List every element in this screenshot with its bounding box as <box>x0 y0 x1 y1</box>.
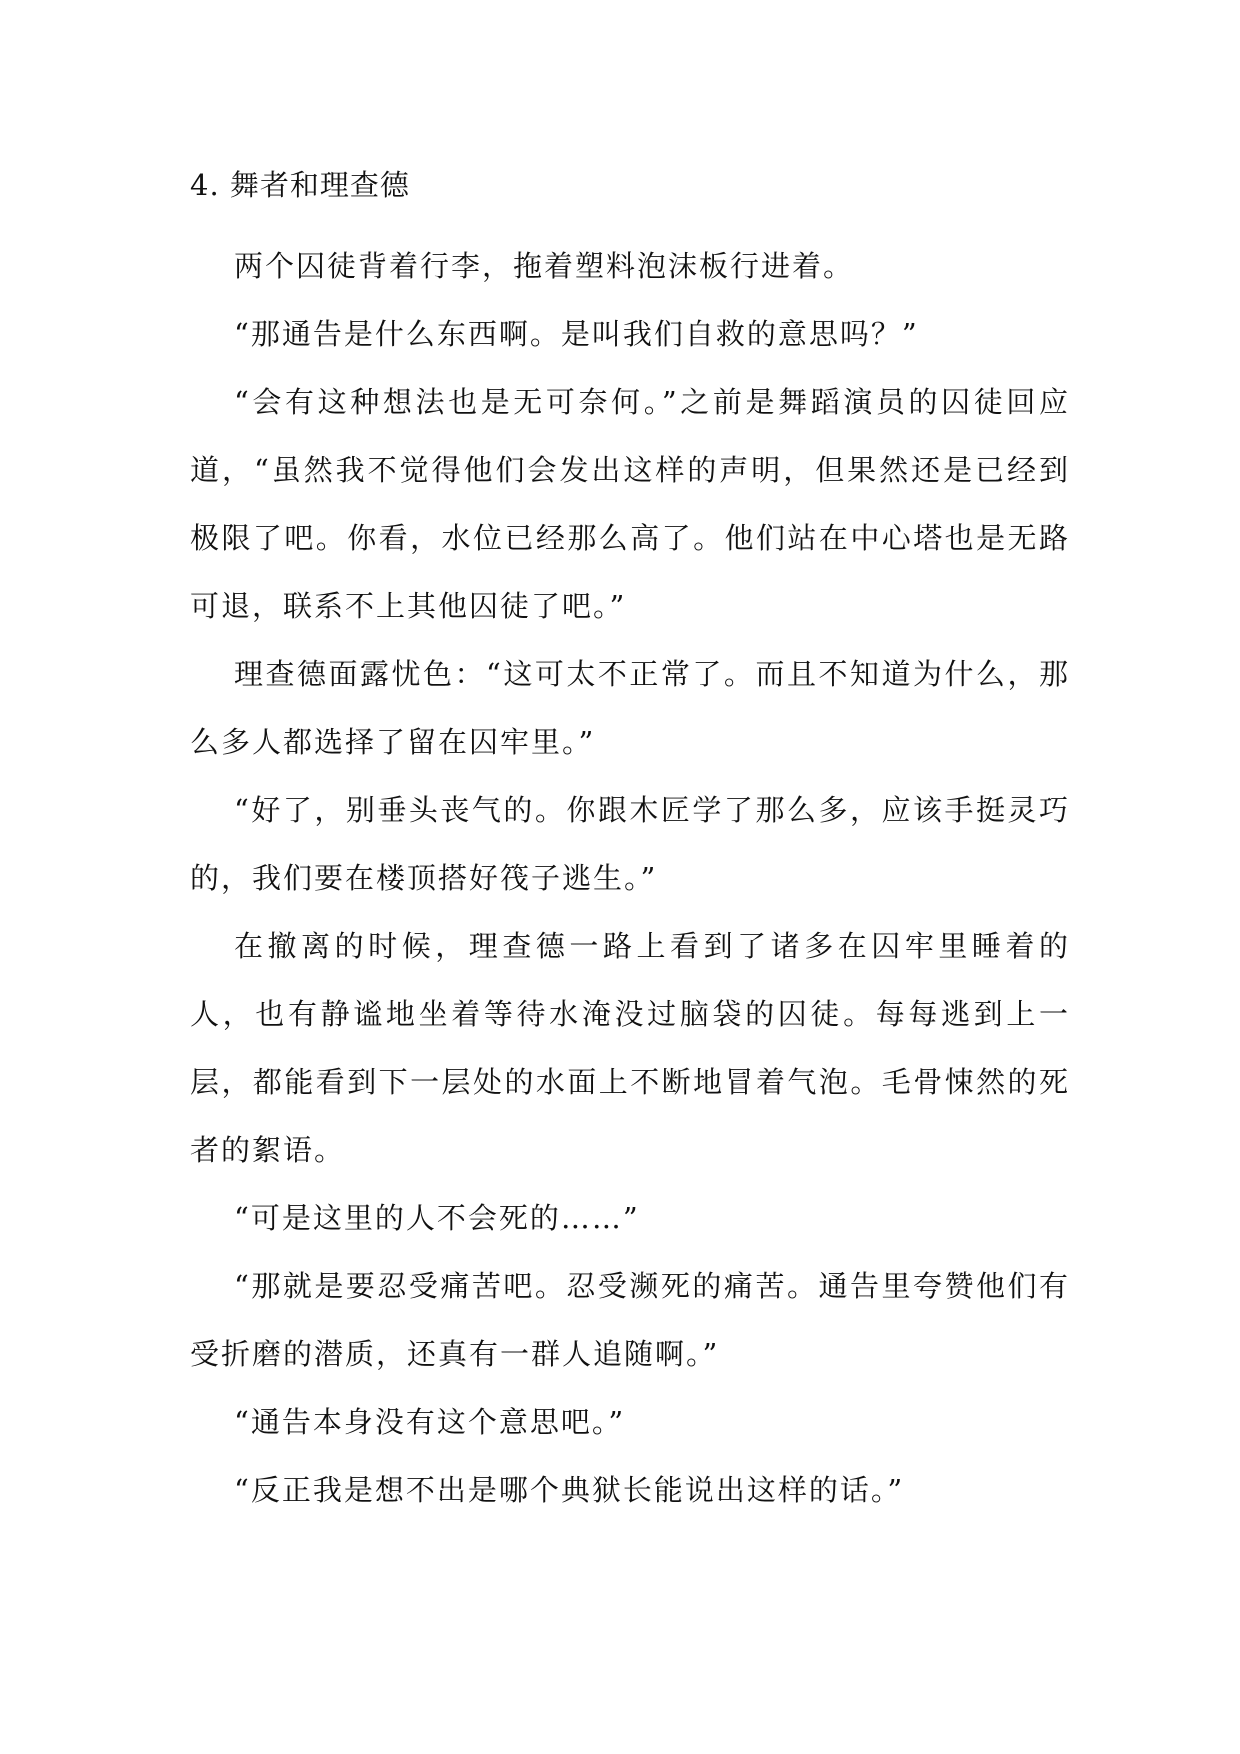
paragraph: 在撤离的时候，理查德一路上看到了诸多在囚牢里睡着的人，也有静谧地坐着等待水淹没过脑袋的囚徒。每每逃到上一层，都能看到下一层处的水面上不断地冒着气泡。毛骨悚然的死者的絮语。 <box>190 929 1070 1167</box>
chapter-title: 4. 舞者和理查德 <box>190 168 410 202</box>
paragraph: “好了，别垂头丧气的。你跟木匠学了那么多，应该手挺灵巧的，我们要在楼顶搭好筏子逃生。” <box>190 793 1070 895</box>
paragraph: “那通告是什么东西啊。是叫我们自救的意思吗？” <box>234 317 919 351</box>
paragraph: 理查德面露忧色：“这可太不正常了。而且不知道为什么，那么多人都选择了留在囚牢里。” <box>190 657 1070 759</box>
document-page <box>190 160 1070 1524</box>
paragraph: “通告本身没有这个意思吧。” <box>234 1405 626 1439</box>
paragraph: “会有这种想法也是无可奈何。”之前是舞蹈演员的囚徒回应道，“虽然我不觉得他们会发出这样的声明，但果然还是已经到极限了吧。你看，水位已经那么高了。他们站在中心塔也是无路可退，联系不上其他囚徒了吧。” <box>190 385 1070 623</box>
paragraph: “可是这里的人不会死的……” <box>234 1201 640 1235</box>
paragraph: “反正我是想不出是哪个典狱长能说出这样的话。” <box>234 1473 905 1507</box>
paragraph: 两个囚徒背着行李，拖着塑料泡沫板行进着。 <box>234 249 855 283</box>
paragraph: “那就是要忍受痛苦吧。忍受濒死的痛苦。通告里夸赞他们有受折磨的潜质，还真有一群人追随啊。” <box>190 1269 1070 1371</box>
